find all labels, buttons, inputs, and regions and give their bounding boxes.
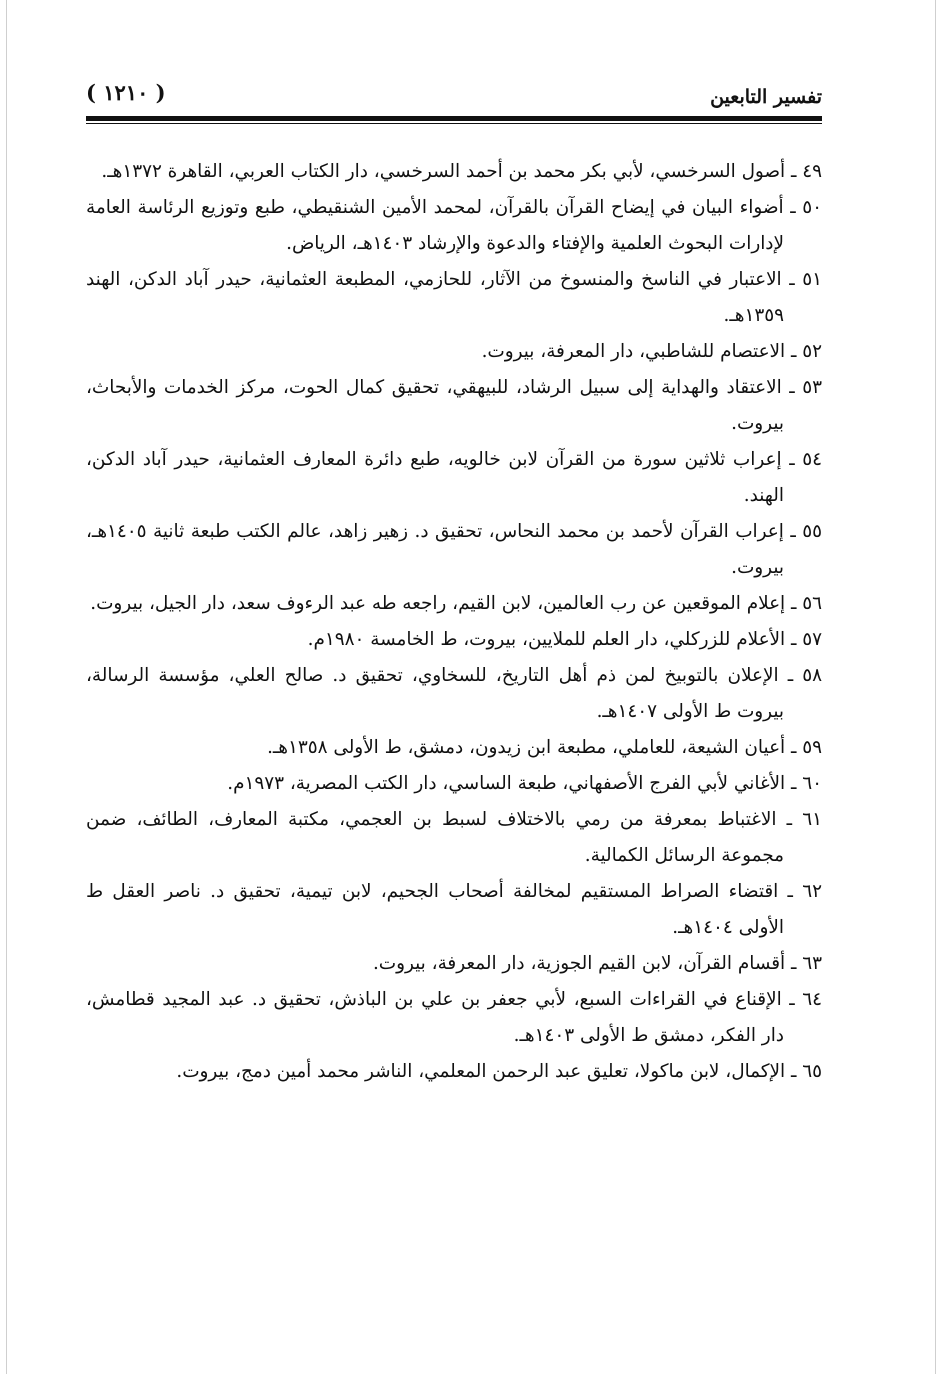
running-header [86, 74, 822, 114]
header-rule-thin [86, 123, 822, 124]
book-title: تفسير التابعين [710, 86, 822, 108]
bibliography-entry: ٥٥ ـ إعراب القرآن لأحمد بن محمد النحاس، تحقيق د. زهير زاهد، عالم الكتب طبعة ثانية ١٤٠٥هـ، بيروت. [86, 521, 822, 578]
bibliography-entry: ٦٢ ـ اقتضاء الصراط المستقيم لمخالفة أصحاب الجحيم، لابن تيمية، تحقيق د. ناصر العقل ط الأولى ١٤٠٤هـ. [86, 881, 822, 938]
bibliography-entry: ٥٨ ـ الإعلان بالتوبيخ لمن ذم أهل التاريخ، للسخاوي، تحقيق د. صالح العلي، مؤسسة الرسالة، بيروت ط الأولى ١٤٠٧هـ. [86, 665, 822, 722]
bibliography-entry: ٤٩ ـ أصول السرخسي، لأبي بكر محمد بن أحمد السرخسي، دار الكتاب العربي، القاهرة ١٣٧٢هـ. [101, 161, 822, 182]
bibliography-entry: ٦١ ـ الاغتباط بمعرفة من رمي بالاختلاف لسبط بن العجمي، مكتبة المعارف، الطائف، ضمن مجموعة الرسائل الكمالية. [86, 809, 822, 866]
bibliography-entry: ٥٤ ـ إعراب ثلاثين سورة من القرآن لابن خالويه، طبع دائرة المعارف العثمانية، حيدر آباد الدكن، الهند. [86, 449, 822, 506]
scan-border-left [6, 0, 7, 1374]
bibliography-entry: ٥٠ ـ أضواء البيان في إيضاح القرآن بالقرآن، لمحمد الأمين الشنقيطي، طبع وتوزيع الرئاسة العامة لإدارات البحوث العلمية والإفتاء والدعوة والإرشاد ١٤٠٣هـ، الرياض. [86, 197, 822, 254]
page-number: ( ١٢١٠ ) [86, 80, 166, 105]
header-rule-thick [86, 116, 822, 121]
scan-border-right [935, 0, 936, 1374]
book-page [86, 74, 822, 1090]
bibliography-entry: ٦٤ ـ الإقناع في القراءات السبع، لأبي جعفر بن علي بن الباذش، تحقيق د. عبد المجيد قطامش، دار الفكر، دمشق ط الأولى ١٤٠٣هـ. [86, 989, 822, 1046]
bibliography-entry: ٦٣ ـ أقسام القرآن، لابن القيم الجوزية، دار المعرفة، بيروت. [372, 953, 822, 974]
bibliography-entry: ٥٧ ـ الأعلام للزركلي، دار العلم للملايين، بيروت، ط الخامسة ١٩٨٠م. [307, 629, 822, 650]
bibliography-entry: ٥٩ ـ أعيان الشيعة، للعاملي، مطبعة ابن زيدون، دمشق، ط الأولى ١٣٥٨هـ. [267, 737, 822, 758]
bibliography-entry: ٥٣ ـ الاعتقاد والهداية إلى سبيل الرشاد، للبيهقي، تحقيق كمال الحوت، مركز الخدمات والأبحاث، بيروت. [86, 377, 822, 434]
bibliography-entry: ٥٦ ـ إعلام الموقعين عن رب العالمين، لابن القيم، راجعه طه عبد الرءوف سعد، دار الجيل، بيروت. [90, 593, 822, 614]
bibliography-entry: ٥١ ـ الاعتبار في الناسخ والمنسوخ من الآثار، للحازمي، المطبعة العثمانية، حيدر آباد الدكن، الهند ١٣٥٩هـ. [86, 269, 822, 326]
bibliography-entry: ٦٥ ـ الإكمال، لابن ماكولا، تعليق عبد الرحمن المعلمي، الناشر محمد أمين دمج، بيروت. [176, 1061, 822, 1082]
bibliography-list [86, 154, 822, 1090]
bibliography-entry: ٦٠ ـ الأغاني لأبي الفرج الأصفهاني، طبعة الساسي، دار الكتب المصرية، ١٩٧٣م. [227, 773, 822, 794]
bibliography-entry: ٥٢ ـ الاعتصام للشاطبي، دار المعرفة، بيروت. [481, 341, 822, 362]
